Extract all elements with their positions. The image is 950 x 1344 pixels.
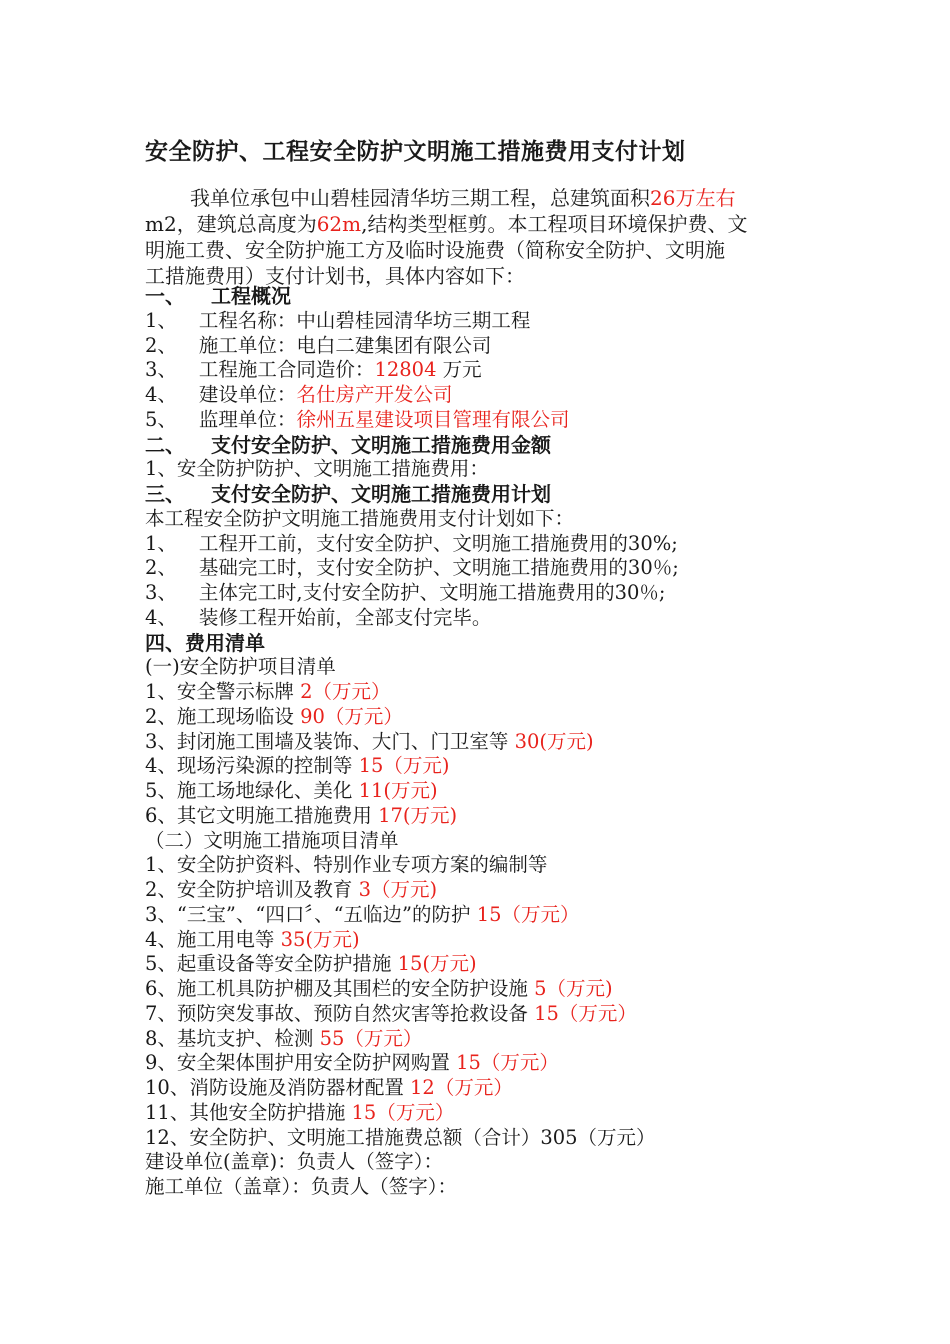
item-text: 装修工程开始前，全部支付完毕。 (198, 605, 492, 629)
fee-label: 1、安全警示标牌 (145, 680, 301, 703)
intro-line-1 (145, 185, 810, 211)
fee-row (145, 903, 825, 928)
fee-value: 15（万元） (351, 1100, 455, 1124)
contractor-item (145, 334, 825, 359)
item-number: 1、 (145, 531, 177, 555)
fee-value: 55（万元） (319, 1026, 423, 1050)
supervisor-item (145, 408, 825, 433)
fee-value: 2（万元） (300, 680, 391, 703)
fee-value: 90（万元） (300, 704, 403, 728)
fee-value: 12（万元） (410, 1076, 513, 1099)
fee-row (145, 928, 825, 953)
safety-list-subheading: (一)安全防护项目清单 (145, 655, 336, 679)
developer-value: 名仕房产开发公司 (296, 383, 453, 406)
section-title: 支付安全防护、文明施工措施费用计划 (211, 482, 551, 506)
item-number: 2、 (145, 333, 177, 357)
document-title: 安全防护、工程安全防护文明施工措施费用支付计划 (145, 139, 686, 165)
civilized-list-subheading: （二）文明施工措施项目清单 (145, 828, 399, 852)
fee-row (145, 804, 825, 829)
contract-price-value: 12804 (374, 358, 437, 382)
payment-step (145, 581, 825, 606)
fee-amount-item: 1、安全防护防护、文明施工措施费用： (145, 457, 489, 481)
item-text: 主体完工时,支付安全防护、文明施工措施费用的30％; (198, 581, 666, 604)
fee-label: 10、消防设施及消防器材配置 (145, 1076, 411, 1099)
contract-price-item (145, 358, 825, 383)
document-body (145, 284, 825, 1200)
item-number: 4、 (145, 383, 177, 406)
area-value: 26万左右 (650, 186, 736, 210)
fee-label: 2、施工现场临设 (145, 704, 301, 728)
fee-row (145, 680, 825, 705)
fee-label: 5、施工场地绿化、美化 (145, 779, 359, 802)
fee-value: 15（万元） (476, 902, 580, 926)
fee-label: 7、预防突发事故、预防自然灾害等抢救设备 (145, 1001, 535, 1025)
item-text: 工程开工前，支付安全防护、文明施工措施费用的30%; (198, 531, 678, 555)
section-1-heading (145, 284, 825, 309)
fee-row (145, 1051, 825, 1076)
fee-label: 6、施工机具防护棚及其围栏的安全防护设施 (145, 977, 535, 1000)
fee-value: 15（万元） (456, 1051, 559, 1075)
fee-value: 35(万元) (280, 927, 360, 951)
fee-value: 11(万元) (358, 779, 438, 802)
project-name-item (145, 309, 825, 334)
fee-row (145, 977, 825, 1002)
item-number: 3、 (145, 358, 177, 382)
fee-row (145, 1101, 825, 1126)
item-text: 基础完工时，支付安全防护、文明施工措施费用的30％; (198, 556, 679, 580)
fee-value: 17(万元) (378, 803, 458, 827)
fee-value: 15（万元） (534, 1001, 637, 1025)
supervisor-value: 徐州五星建设项目管理有限公司 (296, 407, 570, 431)
fee-label: 4、施工用电等 (145, 927, 281, 951)
fee-row (145, 878, 825, 903)
item-number: 4、 (145, 605, 177, 629)
intro-text: ,结构类型框剪。本工程项目环境保护费、文 (361, 212, 748, 236)
fee-label: 3、“三宝”、“四口〞、“五临边”的防护 (145, 902, 477, 926)
payment-plan-lead: 本工程安全防护文明施工措施费用支付计划如下： (145, 506, 575, 530)
unit-text: 万元 (436, 358, 482, 382)
intro-line-4: 工措施费用）支付计划书，具体内容如下： (145, 264, 525, 288)
fee-value: 15(万元) (397, 952, 477, 976)
fee-row (145, 1076, 825, 1101)
item-number: 3、 (145, 581, 177, 604)
fee-row (145, 952, 825, 977)
fee-row (145, 779, 825, 804)
developer-signature-line: 建设单位(盖章)：负责人（签字）： (145, 1150, 443, 1174)
item-text: 工程施工合同造价： (198, 358, 375, 382)
fee-label: 8、基坑支护、检测 (145, 1026, 320, 1050)
fee-value: 5（万元) (534, 977, 613, 1000)
item-number: 2、 (145, 556, 177, 580)
item-number: 1、 (145, 308, 177, 332)
fee-row (145, 1002, 825, 1027)
fee-label: 9、安全架体围护用安全防护网购置 (145, 1051, 457, 1075)
fee-label: 4、现场污染源的控制等 (145, 754, 359, 778)
fee-row (145, 705, 825, 730)
section-title: 支付安全防护、文明施工措施费用金额 (211, 432, 551, 457)
fee-value: 3（万元) (358, 878, 438, 901)
fee-label: 2、安全防护培训及教育 (145, 878, 359, 901)
section-number: 一、 (145, 284, 185, 308)
fee-label: 3、封闭施工围墙及装饰、大门、门卫室等 (145, 729, 515, 753)
intro-text: 我单位承包中山碧桂园清华坊三期工程，总建筑面积 (190, 186, 650, 210)
fee-row (145, 730, 825, 755)
fee-row (145, 754, 825, 779)
height-value: 62m (316, 212, 362, 236)
section-3-heading (145, 482, 825, 507)
fee-label: 5、起重设备等安全防护措施 (145, 952, 398, 976)
intro-paragraph (145, 185, 810, 289)
item-text: 建设单位： (198, 383, 297, 406)
section-title: 工程概况 (211, 284, 291, 308)
fee-row (145, 1027, 825, 1052)
fee-value: 15（万元) (358, 754, 450, 778)
item-text: 施工单位：电白二建集团有限公司 (198, 333, 492, 357)
intro-text: m2，建筑总高度为 (145, 212, 317, 236)
fee-label: 11、其他安全防护措施 (145, 1100, 352, 1124)
fee-total-row: 12、安全防护、文明施工措施费总额（合计）305（万元） (145, 1125, 656, 1149)
intro-line-2 (145, 211, 810, 237)
payment-step (145, 556, 825, 581)
section-4-heading: 四、费用清单 (145, 630, 265, 655)
section-number: 三、 (145, 482, 185, 506)
item-text: 监理单位： (198, 407, 297, 431)
fee-label: 6、其它文明施工措施费用 (145, 803, 379, 827)
contractor-signature-line: 施工单位（盖章）：负责人（签字）： (145, 1175, 458, 1198)
fee-value: 30(万元) (514, 729, 594, 753)
intro-line-3: 明施工费、安全防护施工方及临时设施费（简称安全防护、文明施 (145, 238, 725, 262)
payment-step (145, 606, 825, 631)
section-2-heading (145, 433, 825, 458)
payment-step (145, 532, 825, 557)
item-text: 工程名称：中山碧桂园清华坊三期工程 (198, 308, 531, 332)
fee-row: 1、安全防护资料、特别作业专项方案的编制等 (145, 853, 548, 877)
developer-item (145, 383, 825, 408)
section-number: 二、 (145, 432, 185, 457)
item-number: 5、 (145, 407, 177, 431)
